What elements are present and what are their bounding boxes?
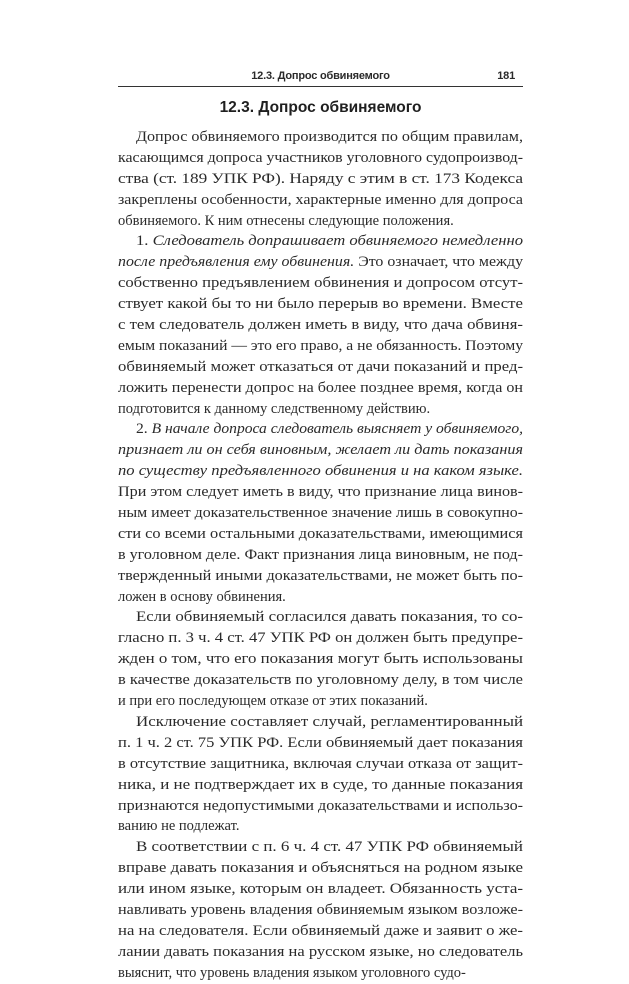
text-line: [118, 378, 523, 399]
text-line: [118, 607, 523, 628]
text-run: на на следователя. Если обвиняемый даже и заявит о же-: [118, 922, 523, 939]
text-line-content: [118, 963, 466, 984]
text-line-content: [136, 127, 523, 148]
text-line-content: [118, 545, 523, 566]
text-line: [118, 190, 523, 211]
text-line: [118, 148, 523, 169]
text-run: подготовится к данному следственному действию.: [118, 400, 431, 417]
text-line-content: [118, 211, 454, 232]
text-line: [118, 900, 523, 921]
text-run: ства (ст. 189 УПК РФ). Наряду с этим в ст. 173 Кодекса: [118, 170, 524, 187]
body-text: [118, 127, 523, 984]
text-run: Это означает, что между: [354, 254, 524, 271]
text-line: [118, 837, 523, 858]
text-run: Исключение составляет случай, регламентированный: [136, 713, 524, 730]
text-line: [118, 587, 523, 608]
text-run: ванию не подлежат.: [118, 818, 240, 835]
text-line: [118, 231, 523, 252]
text-line: [118, 963, 523, 984]
text-line-content: [136, 607, 523, 628]
text-line: [118, 461, 523, 482]
text-line: [118, 879, 523, 900]
text-line: [118, 545, 523, 566]
header-rule: [118, 86, 523, 87]
text-run: твержденный иными доказательствами, не может быть по-: [118, 567, 524, 584]
text-line: [118, 754, 523, 775]
text-line-content: [118, 670, 523, 691]
text-run: емым показаний — это его право, а не обязанность. Поэтому: [118, 337, 523, 354]
section-title: 12.3. Допрос обвиняемого: [219, 99, 422, 116]
text-run: ника, и не подтверждает их в суде, то данные показания: [118, 776, 524, 793]
italic-run: признает ли он себя виновным, желает ли дать показания: [118, 442, 523, 459]
text-line-content: [118, 440, 523, 461]
text-line: [118, 524, 523, 545]
text-run: в уголовном деле. Факт признания лица виновным, не под-: [118, 546, 523, 563]
text-line: [118, 733, 523, 754]
text-run: жден о том, что его показания могут быть использованы: [118, 651, 523, 668]
text-run: в отсутствие защитника, включая случаи отказа от защит-: [118, 755, 523, 772]
running-head-title: 12.3. Допрос обвиняемого: [251, 70, 390, 82]
text-line: [118, 566, 523, 587]
text-run: вправе давать показания и объясняться на родном языке: [118, 860, 524, 877]
text-line: [118, 796, 523, 817]
text-run: ствует какой бы то ни было перерыв во времени. Вместе: [118, 296, 523, 313]
text-line-content: [118, 587, 286, 608]
text-line-content: [118, 357, 523, 378]
text-line-content: [118, 315, 523, 336]
text-run: сти со всеми остальными доказательствами, имеющимися: [118, 525, 524, 542]
text-line-content: [118, 273, 523, 294]
text-run: Если обвиняемый согласился давать показания, то со-: [136, 609, 523, 626]
text-run: 1.: [136, 233, 153, 250]
text-line-content: [118, 503, 523, 524]
text-line-content: [118, 921, 523, 942]
text-line: [118, 419, 523, 440]
text-line: [118, 336, 523, 357]
text-line-content: [118, 524, 523, 545]
text-line-content: [136, 231, 523, 252]
text-run: признаются недопустимыми доказательствами и использо-: [118, 797, 523, 814]
text-line: [118, 921, 523, 942]
text-line: [118, 712, 523, 733]
italic-run: по существу предъявленного обвинения и на каком языке.: [118, 463, 524, 480]
text-run: выяснит, что уровень владения языком уголовного судо-: [118, 964, 466, 981]
text-line-content: [118, 190, 523, 211]
text-line: [118, 691, 523, 712]
italic-run: после предъявления ему обвинения.: [118, 254, 355, 271]
text-line-content: [118, 816, 239, 837]
text-line: [118, 942, 523, 963]
text-line-content: [136, 837, 523, 858]
running-head: [118, 70, 523, 82]
text-run: В соответствии с п. 6 ч. 4 ст. 47 УПК РФ обвиняемый: [136, 839, 523, 856]
text-run: с тем следователь должен иметь в виду, что дача обвиня-: [118, 317, 523, 334]
text-run: или ином языке, которым он владеет. Обязанность уста-: [118, 881, 524, 898]
text-run: в качестве доказательств по уголовному делу, в том числе: [118, 672, 523, 689]
text-line: [118, 252, 523, 273]
text-line: [118, 482, 523, 503]
text-line: [118, 670, 523, 691]
italic-run: В начале допроса следователь выясняет у обвиняемого,: [151, 421, 524, 438]
text-line: [118, 294, 523, 315]
text-line: [118, 169, 523, 190]
text-line-content: [136, 712, 523, 733]
text-line: [118, 649, 523, 670]
text-line-content: [118, 796, 523, 817]
text-line-content: [118, 169, 523, 190]
text-line-content: [118, 754, 523, 775]
text-line-content: [118, 858, 523, 879]
text-line: [118, 816, 523, 837]
text-run: навливать уровень владения обвиняемым языком возложе-: [118, 901, 523, 918]
text-line-content: [118, 461, 523, 482]
text-line-content: [118, 294, 523, 315]
text-run: При этом следует иметь в виду, что признание лица винов-: [118, 484, 524, 501]
text-line-content: [118, 482, 523, 503]
text-line-content: [118, 775, 523, 796]
text-run: собственно предъявлением обвинения и допросом отсут-: [118, 275, 523, 292]
text-line: [118, 440, 523, 461]
text-line-content: [118, 378, 523, 399]
text-line-content: [118, 900, 523, 921]
text-line: [118, 775, 523, 796]
text-run: и при его последующем отказе от этих показаний.: [118, 693, 428, 710]
text-run: закреплены особенности, характерные именно для допроса: [118, 191, 523, 208]
italic-run: Следователь допрашивает обвиняемого немедленно: [152, 233, 524, 250]
text-line-content: [118, 733, 523, 754]
text-line: [118, 273, 523, 294]
text-line-content: [136, 419, 523, 440]
text-run: гласно п. 3 ч. 4 ст. 47 УПК РФ он должен быть предупре-: [118, 630, 523, 647]
page-number: 181: [497, 70, 515, 82]
text-line-content: [118, 148, 523, 169]
text-line: [118, 357, 523, 378]
text-line-content: [118, 649, 523, 670]
text-run: обвиняемого. К ним отнесены следующие положения.: [118, 212, 454, 229]
text-run: ложить перенести допрос на более позднее время, когда он: [118, 379, 523, 396]
text-run: 2.: [136, 421, 152, 438]
text-run: обвиняемый может отказаться от дачи показаний и пред-: [118, 358, 524, 375]
text-line: [118, 211, 523, 232]
text-line-content: [118, 691, 428, 712]
text-line: [118, 858, 523, 879]
text-run: касающимся допроса участников уголовного судопроизвод-: [118, 149, 523, 166]
text-run: ложен в основу обвинения.: [118, 588, 286, 605]
text-run: Допрос обвиняемого производится по общим правилам,: [136, 129, 524, 145]
text-run: лании давать показания на русском языке, но следователь: [118, 943, 524, 960]
text-line-content: [118, 879, 523, 900]
text-line: [118, 127, 523, 148]
text-line-content: [118, 942, 523, 963]
text-line: [118, 628, 523, 649]
text-line: [118, 315, 523, 336]
text-line: [118, 399, 523, 420]
text-line-content: [118, 252, 523, 273]
text-line-content: [118, 628, 523, 649]
text-line-content: [118, 399, 430, 420]
text-run: ным имеет доказательственное значение лишь в совокупно-: [118, 505, 524, 522]
text-line: [118, 503, 523, 524]
text-line-content: [118, 566, 523, 587]
text-line-content: [118, 336, 523, 357]
text-run: п. 1 ч. 2 ст. 75 УПК РФ. Если обвиняемый дает показания: [118, 734, 524, 751]
